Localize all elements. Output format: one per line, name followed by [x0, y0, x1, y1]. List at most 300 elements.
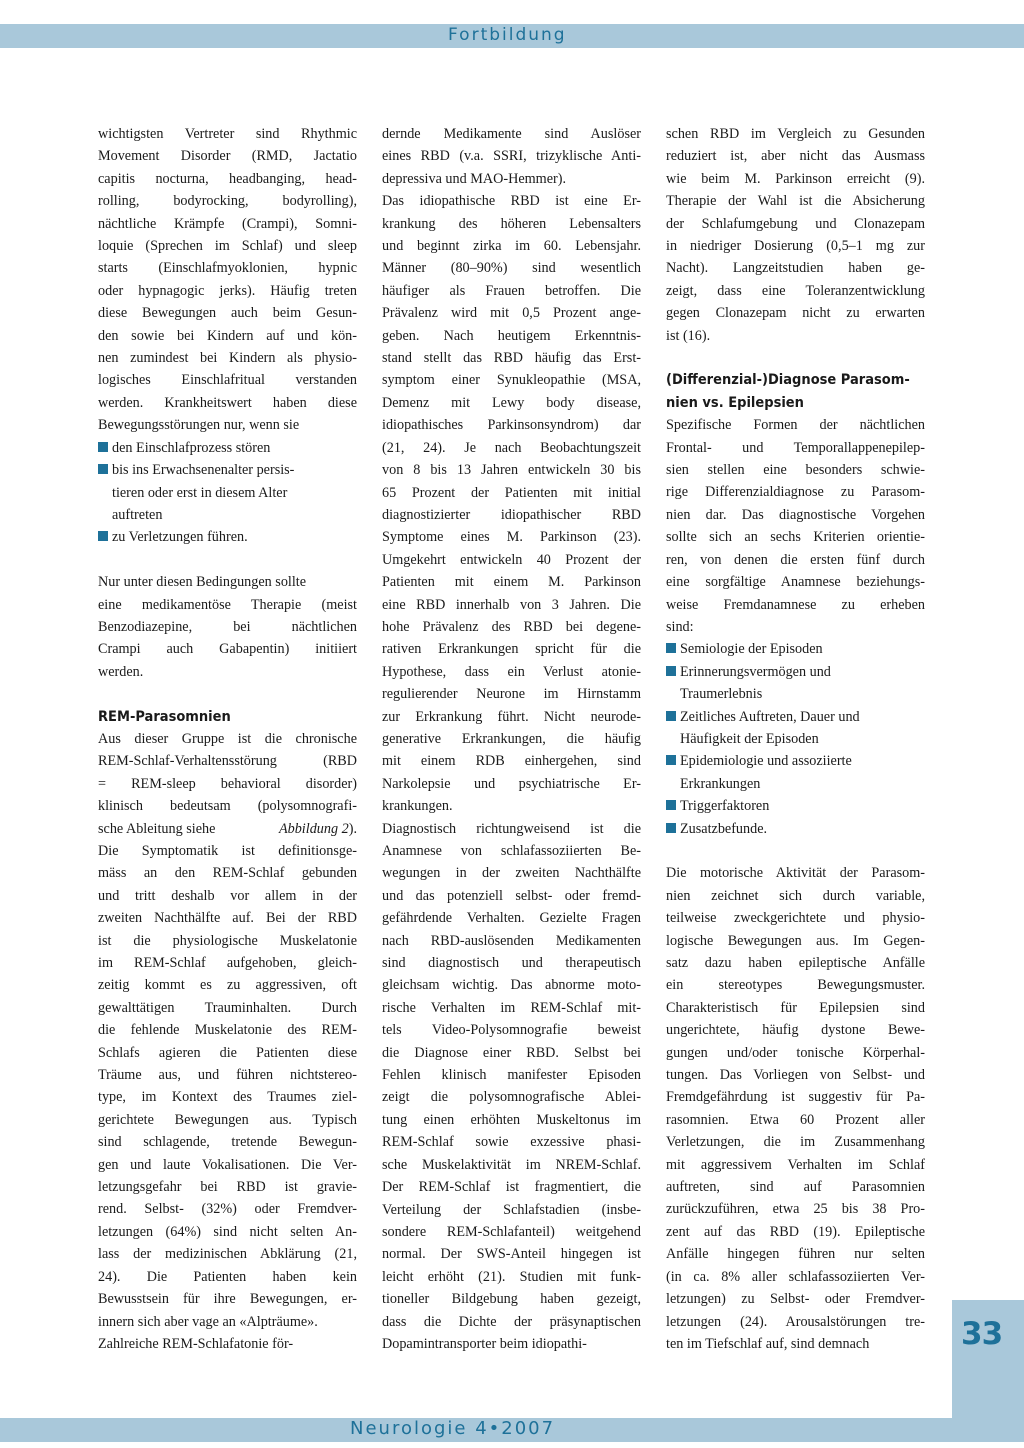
text-line [382, 997, 641, 1019]
text-line [382, 1288, 641, 1310]
text-line [382, 392, 641, 414]
text-line [98, 1042, 357, 1064]
bullet-item [666, 795, 925, 817]
text-line [382, 1042, 641, 1064]
text-line [98, 840, 357, 862]
line-text: ist (16). [666, 327, 711, 344]
text-line [666, 974, 925, 996]
line-text: eine sorgfältige Anamnese beziehungs- [666, 574, 925, 591]
line-text: in niedriger Dosierung (0,5–1 mg zur [666, 238, 925, 255]
line-text: tioneller Bildgebung haben gezeigt, [382, 1291, 641, 1308]
line-text: im REM-Schlaf aufgehoben, gleich- [98, 955, 357, 971]
line-text: teilweise zweckgerichtete und physio- [666, 910, 925, 927]
line-text: rolling, bodyrocking, bodyrolling), [98, 193, 357, 210]
paragraph-gap [98, 549, 357, 571]
text-line [98, 302, 357, 324]
text-line [666, 168, 925, 190]
text-line [382, 325, 641, 347]
line-text: Diagnostisch richtungweisend ist die [382, 820, 641, 837]
text-line [382, 1154, 641, 1176]
line-text: Träume aus, und führen nichtstereo- [98, 1067, 357, 1084]
text-line [382, 1333, 641, 1355]
text-line [98, 616, 357, 638]
line-text: sondere REM-Schlafanteil) weitgehend [382, 1223, 641, 1240]
text-line [98, 818, 357, 840]
section-title: Fortbildung [448, 25, 567, 45]
line-text: Patienten mit einem M. Parkinson [382, 574, 641, 591]
line-text: und tritt deshalb vor allem in der [98, 887, 357, 904]
line-text: tels Video-Polysomnografie beweist [382, 1022, 641, 1039]
line-text: logisches Einschlafritual verstanden [98, 372, 357, 389]
line-text: Fremdgefährdung ist suggestiv für Pa- [666, 1089, 925, 1106]
text-line [666, 1221, 925, 1243]
bullet-item [98, 437, 357, 459]
bullet-square-icon [666, 823, 676, 833]
text-line [98, 952, 357, 974]
line-text: (Differenzial-)Diagnose Parasom- [666, 372, 910, 389]
text-line [98, 190, 357, 212]
line-text: Hypothese, dass ein Verlust atonie- [382, 663, 641, 680]
text-line [382, 638, 641, 660]
line-text: Das idiopathische RBD ist eine Er- [382, 193, 641, 210]
text-line [98, 392, 357, 414]
line-text: sind schlagende, tretende Bewegun- [98, 1134, 357, 1151]
line-text: Männer (80–90%) sind wesentlich [382, 260, 641, 277]
line-text: = REM-sleep behavioral disorder) [98, 775, 357, 792]
text-line [382, 459, 641, 481]
bullet-item [666, 750, 925, 772]
text-line [98, 168, 357, 190]
text-line [666, 616, 925, 638]
line-text: gerichtete Bewegungen aus. Typisch [98, 1111, 357, 1128]
line-text: Nacht). Langzeitstudien haben ge- [666, 260, 925, 277]
text-line [382, 190, 641, 212]
text-line [98, 213, 357, 235]
footer-band [0, 1418, 952, 1442]
line-text: Symptome eines M. Parkinson (23). [382, 529, 641, 546]
line-text: gegen Clonazepam nicht zu erwarten [666, 305, 925, 322]
bullet-square-icon [666, 666, 676, 676]
text-line [98, 1288, 357, 1310]
text-line [382, 930, 641, 952]
line-text: oder hypnagogic jerks). Häufig treten [98, 282, 357, 299]
line-text: zent auf das RBD (19). Epileptische [666, 1223, 925, 1240]
text-line [382, 1064, 641, 1086]
line-text: wie beim M. Parkinson erreicht (9). [666, 170, 925, 187]
text-line [382, 616, 641, 638]
text-line [666, 437, 925, 459]
text-line [98, 1019, 357, 1041]
line-text: gewalttätigen Trauminhalten. Durch [98, 999, 357, 1016]
text-line [98, 997, 357, 1019]
line-text: Der REM-Schlaf ist fragmentiert, die [382, 1179, 641, 1196]
line-text: von 8 bis 13 Jahren entwickeln 30 bis [382, 462, 641, 479]
text-line [98, 123, 357, 145]
text-line [666, 213, 925, 235]
text-line [666, 414, 925, 436]
line-text: starts (Einschlafmyoklonien, hypnic [98, 260, 357, 277]
line-text: generative Erkrankungen, die häufig [382, 730, 641, 747]
line-text: krankungen. [382, 798, 453, 815]
text-line [382, 1019, 641, 1041]
line-text: mit einem RDB einhergehen, sind [382, 753, 641, 770]
text-line [98, 1221, 357, 1243]
line-text: loquie (Sprechen im Schlaf) und sleep [98, 238, 357, 255]
line-text: Die motorische Aktivität der Parasom- [666, 865, 925, 882]
line-text: REM-Parasomnien [98, 708, 231, 725]
bullet-item [666, 661, 925, 683]
line-text: diese Bewegungen auch beim Gesun- [98, 305, 357, 322]
bullet-square-icon [666, 643, 676, 653]
section-heading [666, 392, 925, 414]
line-text: (21, 24). Je nach Beobachtungszeit [382, 439, 641, 456]
line-text: tungen. Das Vorliegen von Selbst- und [666, 1067, 925, 1084]
text-column-2 [382, 123, 641, 1355]
line-text: mit aggressivem Verhalten im Schlaf [666, 1156, 925, 1173]
text-line [666, 549, 925, 571]
line-text: (in ca. 8% aller schlafassoziierten Ver- [666, 1268, 925, 1285]
text-line [382, 773, 641, 795]
line-text: symptom einer Synukleopathie (MSA, [382, 372, 641, 389]
text-line [666, 1176, 925, 1198]
line-text: 65 Prozent der Patienten mit initial [382, 484, 641, 501]
text-line [666, 235, 925, 257]
text-line [98, 1266, 357, 1288]
text-line [382, 347, 641, 369]
text-line [666, 1243, 925, 1265]
line-text: nien dar. Das diagnostische Vorgehen [666, 506, 925, 523]
line-text: zeigt, dass eine Toleranzentwicklung [666, 282, 925, 299]
text-line [666, 1019, 925, 1041]
text-line [382, 1086, 641, 1108]
line-text: nächtliche Krämpfe (Crampi), Somni- [98, 215, 357, 232]
line-text: ren, von denen die ersten fünf durch [666, 551, 925, 568]
bullet-item [666, 706, 925, 728]
section-heading [98, 706, 357, 728]
text-line [382, 750, 641, 772]
page-number: 33 [961, 1316, 1003, 1352]
line-text: tieren oder erst in diesem Alter [112, 484, 288, 501]
text-line [382, 594, 641, 616]
text-line [382, 235, 641, 257]
text-line [98, 750, 357, 772]
line-text: die Diagnose einer RBD. Selbst bei [382, 1044, 641, 1061]
line-text: sche Ableitung siehe [98, 820, 216, 837]
bullet-item [666, 818, 925, 840]
text-line [666, 1288, 925, 1310]
paragraph-gap [666, 347, 925, 369]
text-line [98, 235, 357, 257]
text-line [98, 145, 357, 167]
bullet-square-icon [98, 464, 108, 474]
line-text: rend. Selbst- (32%) oder Fremdver- [98, 1201, 357, 1218]
text-line [382, 862, 641, 884]
text-line [666, 302, 925, 324]
text-line [382, 683, 641, 705]
text-line [382, 526, 641, 548]
line-text: normal. Der SWS-Anteil hingegen ist [382, 1246, 641, 1263]
line-text: hohe Prävalenz des RBD bei degene- [382, 618, 641, 635]
section-header-band [0, 24, 1024, 48]
text-line [98, 369, 357, 391]
text-line [382, 414, 641, 436]
line-text: zeigt die polysomnografische Ablei- [382, 1089, 641, 1106]
line-text: Schlafs agieren die Patienten diese [98, 1044, 357, 1061]
text-line [382, 1199, 641, 1221]
bullet-square-icon [666, 711, 676, 721]
text-line [382, 661, 641, 683]
text-line [98, 1333, 357, 1355]
line-text: weise Fremdanamnese zu erheben [666, 596, 925, 613]
line-text: Zeitliches Auftreten, Dauer und [680, 708, 860, 725]
text-line [382, 706, 641, 728]
bullet-item [98, 459, 357, 481]
text-line [666, 594, 925, 616]
line-text: rasomnien. Etwa 60 Prozent aller [666, 1111, 925, 1128]
line-text: Frontal- und Temporallappenepilep- [666, 439, 925, 456]
text-line [382, 1109, 641, 1131]
text-line [382, 280, 641, 302]
line-text: nien vs. Epilepsien [666, 394, 804, 411]
text-line [382, 728, 641, 750]
text-line [98, 930, 357, 952]
text-line [98, 1198, 357, 1220]
text-line [382, 1176, 641, 1198]
line-text: Nur unter diesen Bedingungen sollte [98, 574, 307, 591]
line-text: idiopathisches Parkinsonsyndrom) dar [382, 417, 641, 434]
line-text: sche Muskelaktivität im NREM-Schlaf. [382, 1156, 641, 1173]
text-line [98, 482, 357, 504]
line-text: gen und laute Vokalisationen. Die Ver- [98, 1156, 357, 1173]
line-text: gungen und/oder tonische Körperhal- [666, 1044, 925, 1061]
line-text: der Schlafumgebung und Clonazepam [666, 215, 925, 232]
line-text: REM-Schlaf-Verhaltensstörung (RBD [98, 753, 357, 770]
text-line [98, 1154, 357, 1176]
text-line [382, 818, 641, 840]
text-line [382, 437, 641, 459]
text-line [666, 862, 925, 884]
line-text: stand stellt das RBD häufig das Erst- [382, 350, 641, 367]
text-line [666, 997, 925, 1019]
line-text: ein stereotypes Bewegungsmuster. [666, 977, 925, 994]
line-text: Narkolepsie und psychiatrische Er- [382, 775, 641, 792]
text-line [382, 504, 641, 526]
text-line [98, 1131, 357, 1153]
line-text: zu Verletzungen führen. [112, 529, 248, 546]
text-line [382, 1266, 641, 1288]
line-text: Charakteristisch für Epilepsien sind [666, 999, 925, 1016]
line-text: auftreten [112, 506, 163, 523]
text-line [666, 952, 925, 974]
text-line [382, 571, 641, 593]
line-text: Häufigkeit der Episoden [680, 730, 819, 747]
line-text: zurückzuführen, etwa 25 bis 38 Pro- [666, 1201, 925, 1218]
text-line [382, 795, 641, 817]
text-line [382, 145, 641, 167]
text-line [666, 1086, 925, 1108]
line-text: nach RBD-auslösenden Medikamenten [382, 932, 641, 949]
line-text: Therapie der Wahl ist die Absicherung [666, 193, 925, 210]
line-text: logische Bewegungen aus. Im Gegen- [666, 932, 925, 949]
line-text: Epidemiologie und assoziierte [680, 753, 852, 770]
text-line [666, 504, 925, 526]
text-line [666, 526, 925, 548]
line-text: depressiva und MAO-Hemmer). [382, 170, 566, 187]
paragraph-gap [666, 840, 925, 862]
line-text: reduziert ist, aber nicht das Ausmass [666, 148, 925, 165]
text-line [98, 1176, 357, 1198]
line-text: lass der medizinischen Abklärung (21, [98, 1246, 357, 1263]
line-text: eines RBD (v.a. SSRI, trizyklische Anti- [382, 148, 641, 165]
bullet-square-icon [98, 442, 108, 452]
line-text: Verteilung der Schlafstadien (insbe- [382, 1201, 641, 1218]
line-text: innern sich aber vage an «Alpträume». [98, 1313, 318, 1330]
line-text: nen zumindest bei Kindern als physio- [98, 350, 357, 367]
text-line [98, 773, 357, 795]
text-line [666, 1042, 925, 1064]
line-text: gefährdende Verhalten. Gezielte Fragen [382, 910, 641, 927]
text-line [382, 885, 641, 907]
line-text: Bewegungsstörungen nur, wenn sie [98, 417, 300, 434]
line-text: zeitig kommt es zu aggressiven, oft [98, 977, 357, 994]
line-text: dass die Dichte der präsynaptischen [382, 1313, 641, 1330]
text-line [98, 728, 357, 750]
line-text: mäss an den REM-Schlaf gebunden [98, 865, 357, 882]
text-line [382, 369, 641, 391]
line-text: rische Verhalten im REM-Schlaf mit- [382, 999, 641, 1016]
text-line [666, 1311, 925, 1333]
text-line [666, 257, 925, 279]
line-text: und beginnt zirka im 60. Lebensjahr. [382, 238, 641, 255]
text-line [382, 1221, 641, 1243]
line-text: letzungsgefahr bei RBD ist gravie- [98, 1179, 357, 1196]
line-text: schen RBD im Vergleich zu Gesunden [666, 126, 925, 142]
line-text: tung einen erhöhten Muskeltonus im [382, 1111, 641, 1128]
line-text: zweiten Nachthälfte auf. Bei der RBD [98, 910, 357, 927]
paragraph-gap [98, 683, 357, 705]
line-text: Prävalenz wird mit 0,5 Prozent ange- [382, 305, 641, 322]
text-line [666, 190, 925, 212]
text-line [98, 257, 357, 279]
bullet-item [98, 526, 357, 548]
page-number-tab [952, 1300, 1024, 1442]
text-line [98, 1311, 357, 1333]
line-text: Zahlreiche REM-Schlafatonie för- [98, 1335, 294, 1352]
text-line [98, 1243, 357, 1265]
line-text: die fehlende Muskelatonie des REM- [98, 1022, 357, 1039]
line-text: eine medikamentöse Therapie (meist [98, 596, 357, 613]
bullet-square-icon [666, 800, 676, 810]
line-text: Zusatzbefunde. [680, 820, 768, 837]
text-column-1 [98, 123, 357, 1355]
line-text: wegungen in der zweiten Nachthälfte [382, 865, 641, 882]
line-text: sind diagnostisch und therapeutisch [382, 955, 641, 972]
text-line [98, 885, 357, 907]
text-line [98, 594, 357, 616]
line-text: zur Erkrankung führt. Nicht neurode- [382, 708, 641, 725]
text-line [666, 773, 925, 795]
section-heading [666, 369, 925, 391]
text-line [382, 840, 641, 862]
line-text: letzungen (64%) sind nicht selten An- [98, 1223, 357, 1240]
line-text: rige Differenzialdiagnose zu Parasom- [666, 484, 925, 501]
text-line [382, 907, 641, 929]
line-text: werden. Krankheitswert haben diese [98, 394, 357, 411]
text-line [666, 1198, 925, 1220]
line-text: werden. [98, 663, 144, 680]
text-line [98, 280, 357, 302]
line-text: häufiger als Frauen betroffen. Die [382, 282, 641, 299]
line-text: REM-Schlaf sowie exzessive phasi- [382, 1134, 641, 1151]
line-text: Aus dieser Gruppe ist die chronische [98, 730, 357, 747]
line-text: regulierender Neurone im Hirnstamm [382, 686, 641, 703]
line-text: geben. Nach heutigem Erkenntnis- [382, 327, 641, 344]
figure-reference-tail: ). [348, 820, 357, 837]
text-line [666, 123, 925, 145]
line-text: letzungen (24). Arousalstörungen tre- [666, 1313, 925, 1330]
text-line [98, 974, 357, 996]
line-text: ten im Tiefschlaf auf, sind demnach [666, 1335, 870, 1352]
text-line [98, 1086, 357, 1108]
text-line [666, 728, 925, 750]
text-line [666, 1266, 925, 1288]
line-text: rativen Erkrankungen spricht für die [382, 641, 641, 658]
line-text: Semiologie der Episoden [680, 641, 823, 658]
text-line [666, 683, 925, 705]
line-text: capitis nocturna, headbanging, head- [98, 170, 357, 187]
line-text: bis ins Erwachsenenalter persis- [112, 462, 295, 479]
line-text: krankung des höheren Lebensalters [382, 215, 641, 232]
text-line [98, 504, 357, 526]
line-text: Spezifische Formen der nächtlichen [666, 417, 925, 434]
text-line [666, 1131, 925, 1153]
line-text: den Einschlafprozess stören [112, 439, 271, 456]
line-text: sien stellen eine besonders schwie- [666, 462, 925, 479]
line-text: Triggerfaktoren [680, 798, 770, 815]
text-line [666, 885, 925, 907]
line-text: den sowie bei Kindern auf und kön- [98, 327, 357, 344]
text-line [666, 280, 925, 302]
line-text: Erkrankungen [680, 775, 761, 792]
text-line [382, 974, 641, 996]
line-text: wichtigsten Vertreter sind Rhythmic [98, 126, 357, 142]
line-text: Crampi auch Gabapentin) initiiert [98, 641, 357, 658]
line-text: Die Symptomatik ist definitionsge- [98, 842, 357, 859]
line-text: Bewusstsein für ihre Bewegungen, er- [98, 1291, 357, 1308]
line-text: eine RBD innerhalb von 3 Jahren. Die [382, 596, 641, 613]
line-text: Anamnese von schlafassoziierten Be- [382, 843, 641, 859]
text-line [666, 571, 925, 593]
text-line [98, 414, 357, 436]
line-text: sind: [666, 618, 694, 635]
bullet-square-icon [666, 755, 676, 765]
line-text: Benzodiazepine, bei nächtlichen [98, 618, 357, 635]
text-line [382, 123, 641, 145]
text-line [98, 1064, 357, 1086]
text-line [98, 795, 357, 817]
line-text: Demenz mit Lewy body disease, [382, 394, 641, 411]
line-text: ungerichtete, häufig dystone Bewe- [666, 1022, 925, 1039]
line-text: Movement Disorder (RMD, Jactatio [98, 148, 357, 165]
text-line [382, 952, 641, 974]
line-text: letzungen) zu Selbst- oder Fremdver- [666, 1291, 925, 1308]
text-line [382, 302, 641, 324]
text-line [666, 481, 925, 503]
text-line [666, 930, 925, 952]
text-line [98, 907, 357, 929]
line-text: Fehlen klinisch manifester Episoden [382, 1067, 641, 1084]
text-line [382, 257, 641, 279]
